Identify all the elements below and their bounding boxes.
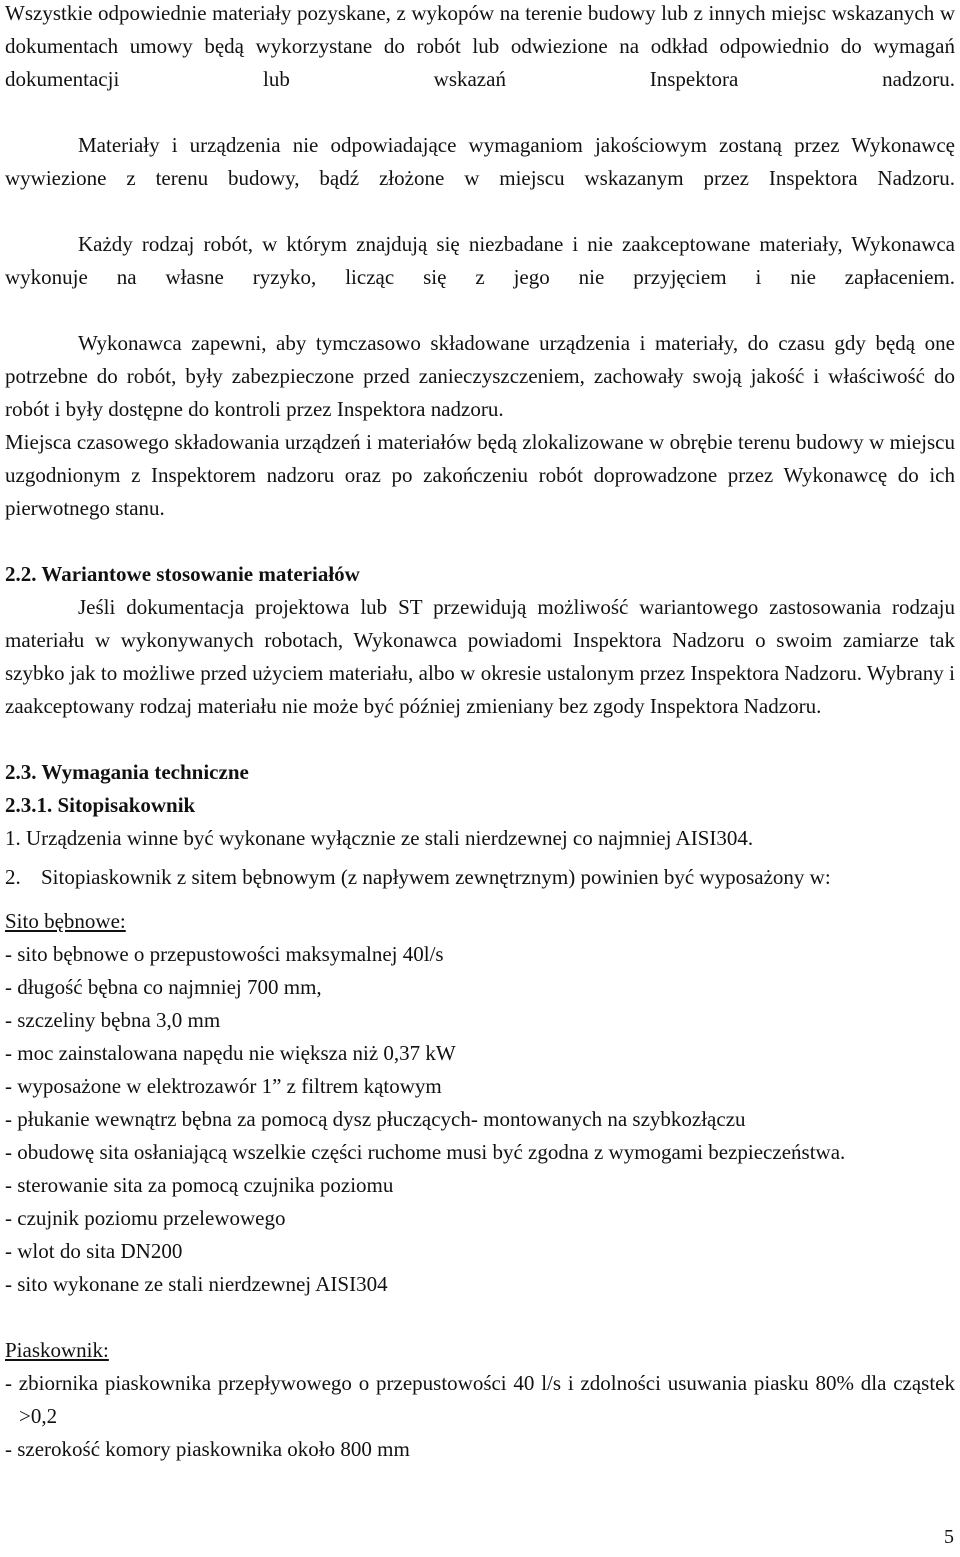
paragraph: Miejsca czasowego składowania urządzeń i materiałów będą zlokalizowane w obrębie terenu budowy w miejscu uzgodnionym z Inspektorem nadzoru oraz po zakończeniu robót doprowadzone przez Wykonawcę do ich pierwotnego stanu. — [5, 430, 955, 520]
paragraph: Każdy rodzaj robót, w którym znajdują się niezbadane i nie zaakceptowane materiały, Wykonawca wykonuje na własne ryzyko, licząc się z jego nie przyjęciem i nie zapłaceniem. — [5, 232, 955, 289]
section-heading: 2.2. Wariantowe stosowanie materiałów — [5, 562, 360, 586]
list-item: - wlot do sita DN200 — [5, 1239, 183, 1263]
list-item: - sterowanie sita za pomocą czujnika poziomu — [5, 1173, 394, 1197]
sito-heading: Sito bębnowe: — [5, 909, 126, 933]
list-item: - czujnik poziomu przelewowego — [5, 1206, 286, 1230]
paragraph: Jeśli dokumentacja projektowa lub ST przewidują możliwość wariantowego zastosowania rodzaju materiału w wykonywanych robotach, Wykonawca powiadomi Inspektora Nadzoru o swoim zamiarze tak szybko jak to możliwe przed użyciem materiału, albo w okresie ustalonym przez Inspektora Nadzoru. Wybrany i zaakceptowany rodzaj materiału nie może być później zmieniany bez zgody Inspektora Nadzoru. — [5, 595, 955, 718]
piaskownik-heading: Piaskownik: — [5, 1338, 109, 1362]
paragraph: Materiały i urządzenia nie odpowiadające wymaganiom jakościowym zostaną przez Wykonawcę wywiezione z terenu budowy, bądź złożone w miejscu wskazanym przez Inspektora Nadzoru. — [5, 133, 955, 190]
numbered-item — [5, 822, 955, 855]
item-number: 2. — [5, 865, 21, 889]
document-page — [5, 0, 955, 1466]
list-item: - szczeliny bębna 3,0 mm — [5, 1008, 221, 1032]
list-item: - zbiornika piaskownika przepływowego o przepustowości 40 l/s i zdolności usuwania piasku 80% dla cząstek >0,2 — [5, 1371, 955, 1428]
list-item: - obudowę sita osłaniającą wszelkie części ruchome musi być zgodna z wymogami bezpieczeństwa. — [5, 1140, 846, 1164]
list-item: - moc zainstalowana napędu nie większa niż 0,37 kW — [5, 1041, 456, 1065]
paragraph: Wszystkie odpowiednie materiały pozyskane, z wykopów na terenie budowy lub z innych miejsc wskazanych w dokumentach umowy będą wykorzystane do robót lub odwiezione na odkład odpowiednio do wymagań dokumentacji lub wskazań Inspektora nadzoru. — [5, 1, 955, 91]
item-number: 1. — [5, 826, 21, 850]
section-heading: 2.3. Wymagania techniczne — [5, 760, 249, 784]
subsection-heading: 2.3.1. Sitopisakownik — [5, 793, 196, 817]
list-item: - szerokość komory piaskownika około 800 mm — [5, 1437, 410, 1461]
list-item: - sito wykonane ze stali nierdzewnej AISI304 — [5, 1272, 388, 1296]
list-item: - wyposażone w elektrozawór 1” z filtrem kątowym — [5, 1074, 442, 1098]
sito-list — [5, 938, 955, 1301]
list-item: - sito bębnowe o przepustowości maksymalnej 40l/s — [5, 942, 444, 966]
list-item: - płukanie wewnątrz bębna za pomocą dysz płuczących- montowanych na szybkozłączu — [5, 1107, 746, 1131]
list-item: - długość bębna co najmniej 700 mm, — [5, 975, 322, 999]
paragraph: Wykonawca zapewni, aby tymczasowo składowane urządzenia i materiały, do czasu gdy będą one potrzebne do robót, były zabezpieczone przed zanieczyszczeniem, zachowały swoją jakość i właściwość do robót i były dostępne do kontroli przez Inspektora nadzoru. — [5, 331, 955, 421]
page-number: 5 — [944, 1526, 954, 1548]
numbered-item — [5, 861, 955, 894]
item-text: Sitopiaskownik z sitem bębnowym (z napływem zewnętrznym) powinien być wyposażony w: — [41, 865, 831, 889]
item-text: Urządzenia winne być wykonane wyłącznie ze stali nierdzewnej co najmniej AISI304. — [26, 826, 754, 850]
